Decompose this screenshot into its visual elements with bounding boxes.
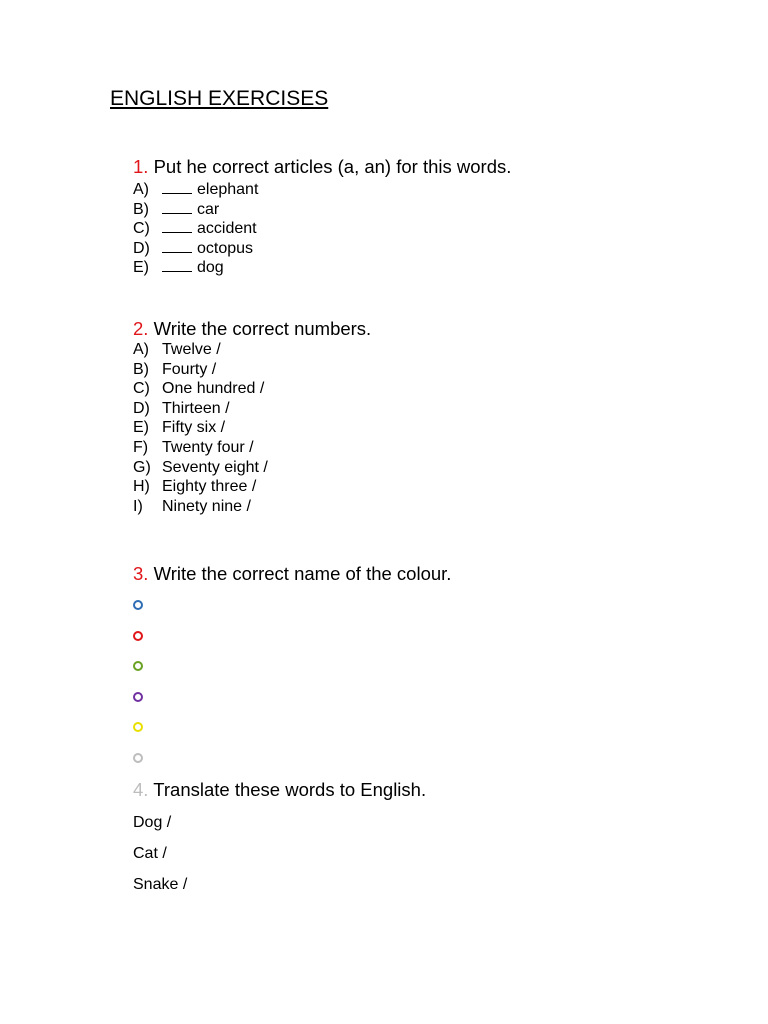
- item-letter: C): [133, 220, 150, 238]
- question-3-number: 3.: [133, 563, 149, 584]
- list-item: [133, 418, 268, 438]
- list-item: Dog /: [133, 814, 172, 831]
- answer-blank[interactable]: [162, 179, 192, 194]
- question-2-text: Write the correct numbers.: [153, 318, 372, 339]
- purple-circle-icon: [133, 692, 143, 702]
- item-text: One hundred /: [162, 380, 265, 398]
- list-item: [133, 658, 143, 689]
- translate-word-list: [133, 813, 187, 906]
- answer-blank[interactable]: [162, 257, 192, 272]
- item-letter: C): [133, 380, 150, 398]
- item-letter: A): [133, 181, 149, 198]
- question-2-list: [133, 340, 268, 516]
- question-2-number: 2.: [133, 318, 149, 339]
- item-letter: H): [133, 478, 150, 496]
- item-letter: G): [133, 458, 151, 476]
- item-text: Ninety nine /: [162, 497, 251, 515]
- question-4-text: Translate these words to English.: [153, 779, 427, 800]
- item-text: car: [197, 200, 220, 218]
- item-letter: A): [133, 341, 149, 358]
- item-text: Thirteen /: [162, 399, 230, 417]
- list-item: [133, 497, 268, 517]
- list-item: [133, 719, 143, 750]
- question-3-text: Write the correct name of the colour.: [153, 563, 452, 584]
- item-text: Seventy eight /: [162, 458, 268, 476]
- red-circle-icon: [133, 631, 143, 641]
- answer-blank[interactable]: [162, 238, 192, 253]
- item-text: Eighty three /: [162, 478, 257, 496]
- item-text: octopus: [197, 239, 254, 257]
- item-text: Twelve /: [162, 341, 221, 358]
- list-item: [133, 477, 268, 497]
- question-1-text: Put he correct articles (a, an) for this words.: [153, 156, 512, 177]
- colour-circle-list: [133, 597, 143, 781]
- item-letter: D): [133, 399, 150, 417]
- list-item: [133, 689, 143, 720]
- question-4-heading: [133, 779, 426, 801]
- list-item: [133, 379, 268, 399]
- item-letter: B): [133, 360, 149, 378]
- question-1-heading: [133, 156, 511, 178]
- item-text: Fifty six /: [162, 419, 226, 437]
- item-letter: I): [133, 497, 143, 515]
- question-4-number: 4.: [133, 779, 149, 800]
- item-text: elephant: [197, 181, 259, 198]
- item-letter: E): [133, 419, 149, 437]
- list-item: [133, 750, 143, 781]
- list-item: [133, 597, 143, 628]
- question-3-heading: [133, 563, 451, 585]
- question-2-heading: [133, 318, 371, 340]
- question-1-number: 1.: [133, 156, 149, 177]
- list-item: [133, 360, 268, 380]
- question-1-list: [133, 179, 258, 277]
- item-letter: B): [133, 200, 149, 218]
- page-title: ENGLISH EXERCISES: [110, 87, 329, 110]
- grey-circle-icon: [133, 753, 143, 763]
- list-item: [133, 628, 143, 659]
- item-text: Fourty /: [162, 360, 217, 378]
- green-circle-icon: [133, 661, 143, 671]
- list-item: [133, 199, 258, 219]
- list-item: Cat /: [133, 845, 167, 862]
- item-letter: F): [133, 438, 149, 456]
- blue-circle-icon: [133, 600, 143, 610]
- list-item: [133, 458, 268, 478]
- item-letter: D): [133, 239, 150, 257]
- list-item: [133, 238, 258, 258]
- list-item: [133, 179, 258, 199]
- item-text: dog: [197, 259, 224, 277]
- yellow-circle-icon: [133, 722, 143, 732]
- item-text: accident: [197, 220, 257, 238]
- item-text: Twenty four /: [162, 438, 254, 456]
- list-item: [133, 340, 268, 360]
- answer-blank[interactable]: [162, 218, 192, 233]
- list-item: [133, 257, 258, 277]
- item-letter: E): [133, 259, 149, 277]
- list-item: [133, 399, 268, 419]
- list-item: [133, 218, 258, 238]
- answer-blank[interactable]: [162, 199, 192, 214]
- list-item: [133, 438, 268, 458]
- list-item: Snake /: [133, 876, 188, 893]
